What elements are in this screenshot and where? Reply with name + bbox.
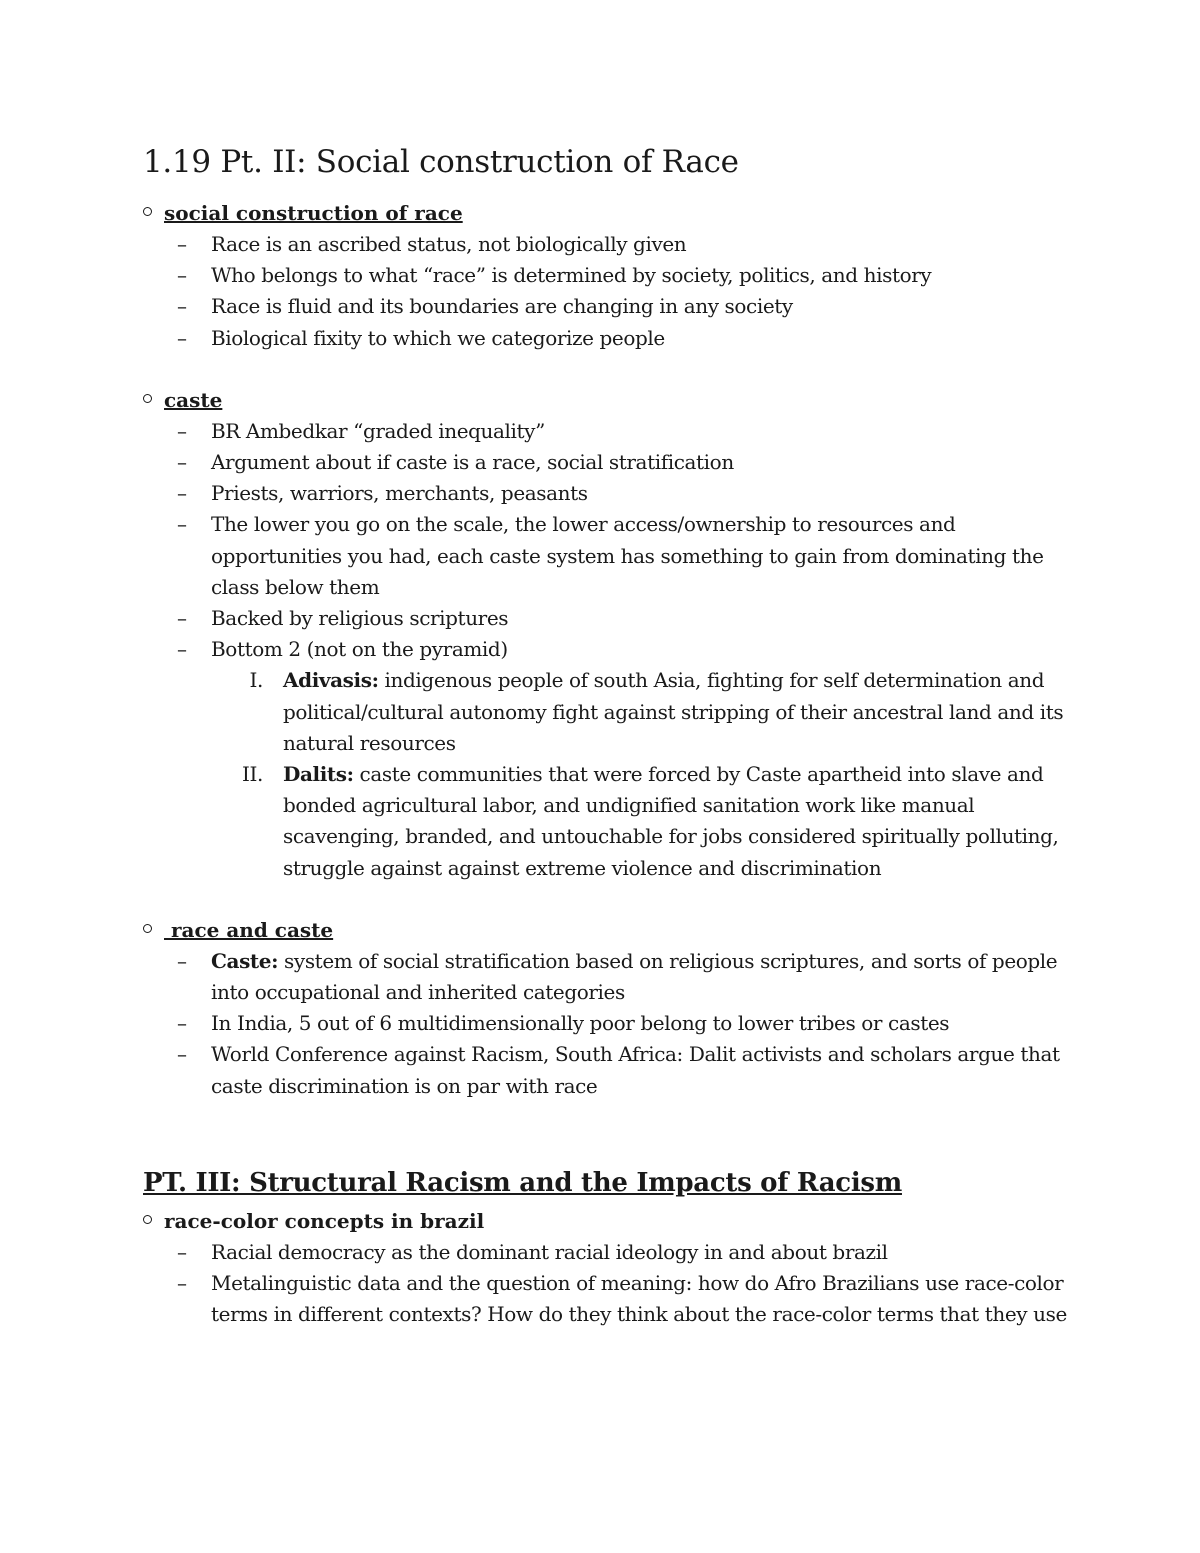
- term-label: Dalits:: [283, 762, 354, 787]
- dash-marker: –: [177, 1011, 187, 1036]
- circle-bullet-icon: [143, 1215, 152, 1224]
- roman-marker: II.: [242, 762, 263, 787]
- circle-bullet-icon: [143, 394, 152, 403]
- blank-line: [143, 354, 1073, 385]
- section-heading-label: race and caste: [164, 917, 334, 942]
- bullet-list: [143, 946, 1073, 1102]
- roman-list-item: [242, 759, 1073, 884]
- list-item-text: Priests, warriors, merchants, peasants: [211, 481, 588, 506]
- list-item-text: The lower you go on the scale, the lower access/ownership to resources and opportunities you had, each caste system has something to gain from dominating the class below them: [211, 512, 1044, 599]
- list-item-text: Bottom 2 (not on the pyramid): [211, 637, 508, 662]
- dash-marker: –: [177, 481, 187, 506]
- section-caste: [143, 385, 1073, 884]
- roman-list-item: [247, 665, 1073, 759]
- list-item-text: BR Ambedkar “graded inequality”: [211, 418, 545, 443]
- list-item: [177, 229, 1073, 260]
- section-heading: [143, 385, 1073, 416]
- dash-marker: –: [177, 232, 187, 256]
- section-race-color-brazil: [143, 1206, 1073, 1331]
- roman-item-text: indigenous people of south Asia, fighting for self determination and political/cultural autonomy fight against stripping of their ancestral land and its natural resources: [283, 668, 1064, 755]
- list-item: [177, 447, 1073, 478]
- part3-title: PT. III: Structural Racism and the Impacts of Racism: [143, 1167, 902, 1198]
- dash-marker: –: [177, 948, 187, 973]
- blank-line: [143, 884, 1073, 915]
- dash-marker: –: [177, 263, 187, 288]
- list-item: [177, 478, 1073, 509]
- list-item: [177, 1008, 1073, 1039]
- list-item-text: Who belongs to what “race” is determined by society, politics, and history: [211, 263, 932, 288]
- term-label: Caste:: [211, 948, 279, 973]
- list-item-text: Biological fixity to which we categorize people: [211, 325, 665, 350]
- section-race-and-caste: [143, 915, 1073, 1102]
- list-item-text: Race is fluid and its boundaries are changing in any society: [211, 294, 793, 319]
- dash-marker: –: [177, 606, 187, 631]
- circle-bullet-icon: [143, 924, 152, 933]
- section-heading-label: race-color concepts in brazil: [164, 1208, 485, 1233]
- list-item: [177, 1039, 1073, 1101]
- section-heading: [143, 1206, 1073, 1237]
- dash-marker: –: [177, 512, 187, 537]
- list-item-text: Racial democracy as the dominant racial ideology in and about brazil: [211, 1239, 888, 1264]
- section-heading-label: social construction of race: [164, 201, 463, 225]
- roman-marker: I.: [249, 668, 263, 693]
- list-item-text: Race is an ascribed status, not biologically given: [211, 232, 687, 256]
- dash-marker: –: [177, 450, 187, 475]
- bullet-list: [143, 416, 1073, 884]
- roman-item-text: caste communities that were forced by Caste apartheid into slave and bonded agricultural labor, and undignified sanitation work like manual scavenging, branded, and untouchable for jobs considered spiritually polluting, struggle against against extreme violence and discrimination: [283, 762, 1059, 880]
- section-heading: [143, 915, 1073, 946]
- section-heading-label: caste: [164, 387, 223, 412]
- list-item-text: World Conference against Racism, South Africa: Dalit activists and scholars argue that caste discrimination is on par with race: [211, 1042, 1060, 1098]
- list-item-text: Backed by religious scriptures: [211, 606, 509, 631]
- list-item: [177, 1268, 1073, 1330]
- dash-marker: –: [177, 1271, 187, 1296]
- list-item: [177, 1237, 1073, 1268]
- list-item: [177, 260, 1073, 291]
- list-item: [177, 416, 1073, 447]
- list-item: [177, 946, 1073, 1008]
- bullet-list: [143, 229, 1073, 354]
- list-item: [177, 509, 1073, 603]
- list-item-text: Metalinguistic data and the question of meaning: how do Afro Brazilians use race-color terms in different contexts? How do they think about the race-color terms that they use: [211, 1271, 1067, 1327]
- dash-marker: –: [177, 1239, 187, 1264]
- dash-marker: –: [177, 294, 187, 319]
- dash-marker: –: [177, 637, 187, 662]
- page-title: 1.19 Pt. II: Social construction of Race: [143, 144, 739, 180]
- roman-list: [211, 665, 1073, 883]
- dash-marker: –: [177, 1042, 187, 1067]
- list-item-text: In India, 5 out of 6 multidimensionally poor belong to lower tribes or castes: [211, 1011, 950, 1036]
- list-item: [177, 323, 1073, 354]
- term-label: Adivasis:: [283, 668, 379, 693]
- dash-marker: –: [177, 418, 187, 443]
- list-item: [177, 603, 1073, 634]
- list-item: [177, 291, 1073, 322]
- section-heading: [143, 198, 1073, 229]
- section-social-construction: [143, 198, 1073, 354]
- blank-line: [143, 1102, 1073, 1164]
- list-item: [177, 634, 1073, 884]
- dash-marker: –: [177, 325, 187, 350]
- circle-bullet-icon: [143, 207, 152, 216]
- document-page: [143, 138, 1073, 1330]
- list-item-text: Argument about if caste is a race, social stratification: [211, 450, 734, 475]
- list-item-text: system of social stratification based on religious scriptures, and sorts of people into occupational and inherited categories: [211, 948, 1058, 1005]
- bullet-list: [143, 1237, 1073, 1331]
